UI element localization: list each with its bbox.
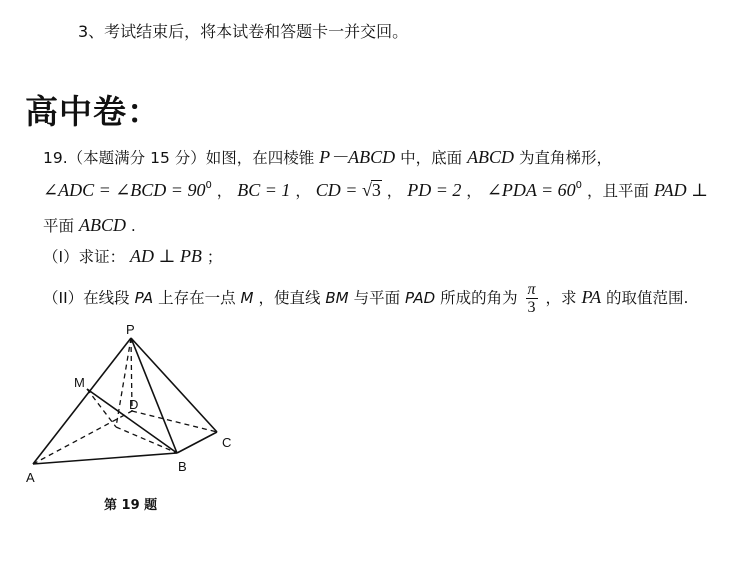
segment-pa-2: PA [581, 287, 602, 307]
part-one-end: ； [206, 248, 223, 266]
section-title: 高中卷： [25, 92, 161, 131]
text-middle: 中，底面 [400, 149, 463, 167]
part-two-label: （II）在线段 [43, 289, 130, 307]
label-m: M [74, 375, 85, 390]
part-two-text-2: ，使直线 [258, 289, 321, 307]
fraction-denominator: 3 [527, 299, 536, 316]
edge-ab [33, 453, 177, 464]
degree-mark-1: 0 [205, 180, 212, 191]
label-b: B [178, 459, 187, 474]
plane-abcd: ABCD [78, 215, 126, 235]
sqrt-value: 3 [371, 180, 381, 200]
part-one-expression: AD ⊥ PB [130, 246, 202, 266]
separator: ， [216, 182, 233, 200]
separator: ， [466, 182, 482, 200]
part-two-text-6: 的取值范围. [606, 289, 689, 307]
edge-bc [177, 432, 217, 453]
edge-pc [131, 338, 217, 432]
segment-mo [87, 389, 116, 427]
pd-length: PD = 2 [407, 180, 462, 200]
exam-instruction: 3、考试结束后，将本试卷和答题卡一并交回。 [78, 22, 409, 41]
sqrt-symbol: √ [361, 180, 372, 200]
period: . [130, 217, 136, 235]
part-two-text-3: 与平面 [353, 289, 401, 307]
label-a: A [26, 470, 35, 485]
part-two-text-5: ，求 [545, 289, 577, 307]
part-two-text-1: 上存在一点 [158, 289, 236, 307]
line-bm: BM [325, 289, 349, 307]
angle-condition-2: ∠PDA = 60 [486, 180, 576, 200]
cd-length: CD = [315, 180, 362, 200]
label-c: C [222, 435, 232, 450]
solid-edges [33, 338, 217, 464]
plane-pad: PAD [405, 289, 436, 307]
base-name: ABCD [467, 147, 515, 167]
text-end: 为直角梯形， [519, 149, 613, 167]
edge-dc [132, 411, 217, 432]
problem-number-text: 19.（本题满分 15 分）如图，在四棱锥 [43, 149, 315, 167]
angle-condition-1: ∠ADC = ∠BCD = 90 [43, 180, 206, 200]
height-po [116, 338, 131, 427]
text-continue: ，且平面 [586, 182, 649, 200]
edge-pa [33, 338, 131, 464]
plane-pad-perp: PAD ⊥ [653, 180, 709, 200]
bc-length: BC = 1 [237, 180, 291, 200]
separator: ， [295, 182, 311, 200]
separator: ， [386, 182, 403, 200]
part-one-label: （I）求证： [43, 248, 126, 266]
part-two-text-4: 所成的角为 [440, 289, 518, 307]
pyramid-name: P－ABCD [319, 147, 396, 167]
label-p: P [126, 322, 135, 337]
segment-pa: PA [134, 289, 154, 307]
figure-caption: 第 19 题 [104, 498, 158, 513]
fraction-numerator: π [527, 281, 536, 298]
point-m: M [240, 289, 254, 307]
degree-mark-2: 0 [575, 180, 583, 191]
plane-text: 平面 [43, 217, 75, 235]
label-d: D [129, 397, 139, 412]
